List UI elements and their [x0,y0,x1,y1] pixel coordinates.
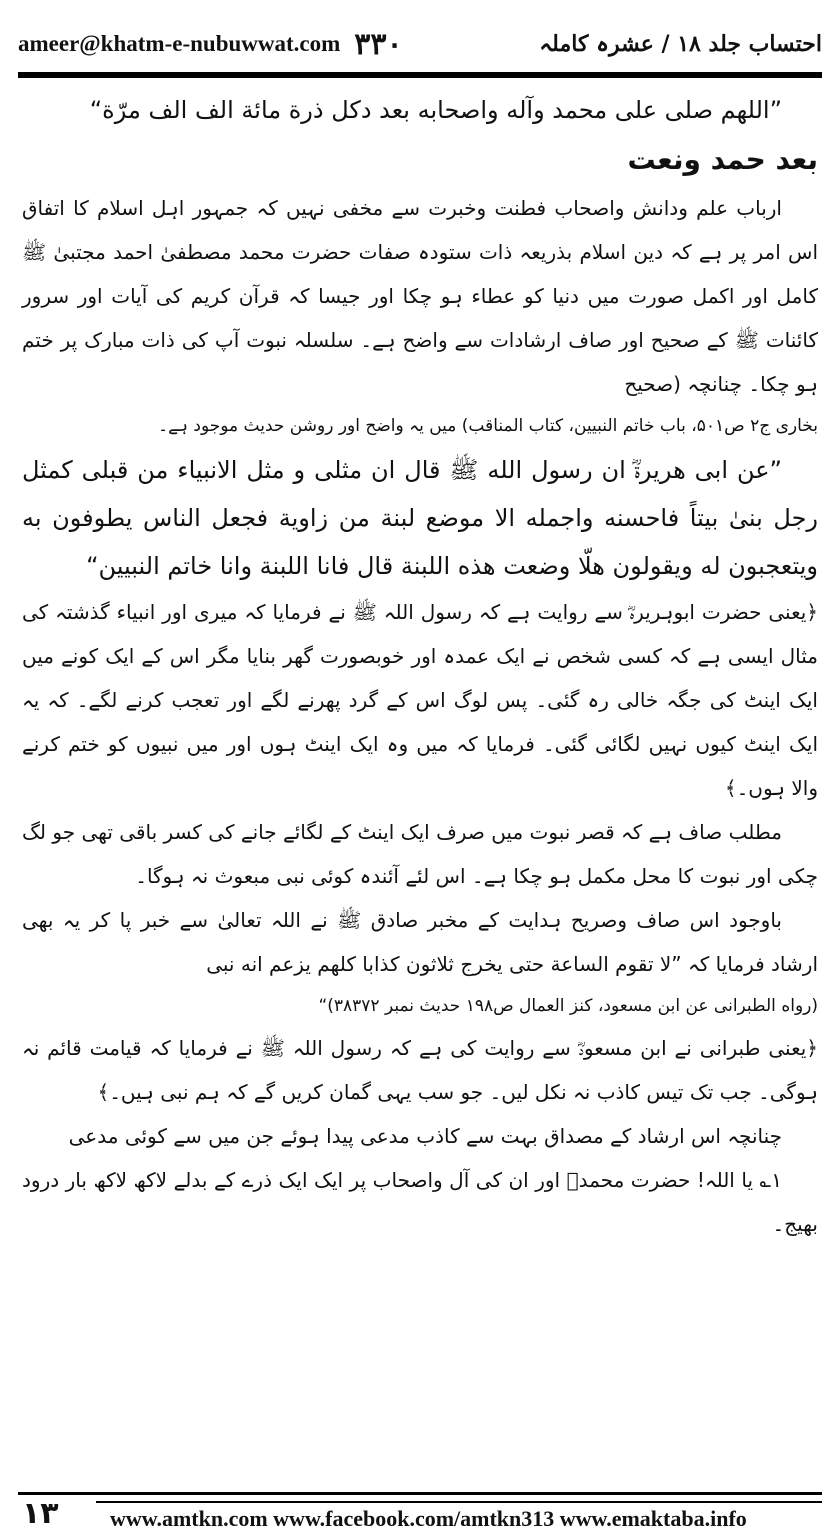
intro-paragraph: ارباب علم ودانش واصحاب فطنت وخبرت سے مخفی نہیں کہ جمہور اہل اسلام کا اتفاق اس امر پر ہے کہ دین اسلام بذریعہ ذات ستودہ صفات حضرت محمد مصطفیٰ احمد مجتبیٰ ﷺ کامل اور اکمل صورت میں دنیا کو عطاء ہو چکا اور جیسا کہ قرآن کریم کی آیات اور سرور کائنات ﷺ کے صحیح اور صاف ارشادات سے واضح ہے۔ سلسلہ نبوت آپ کی ذات مبارک پر ختم ہو چکا۔ چنانچہ (صحیح [22,196,818,396]
footnote: ۱؎ یا اللہ! حضرت محمدؐ اور ان کی آل واصحاب پر ایک ایک ذرے کے بدلے لاکھ لاکھ بار درود بھیج۔ [22,1168,818,1236]
page-number: ۳۳۰ [354,26,403,62]
page-content [22,86,818,1246]
footer-rule-bottom [96,1501,822,1503]
salutation-arabic: ”اللهم صلى على محمد وآله واصحابه بعد دكل ذرة مائة الف الف مرّة“ [89,96,782,124]
second-hadith-intro: باوجود اس صاف وصریح ہدایت کے مخبر صادق ﷺ نے اللہ تعالیٰ سے خبر پا کر یہ بھی ارشاد فرمایا کہ ”لا تقوم الساعة حتى يخرج ثلاثون كذابا كلهم يزعم انه نبی [22,908,818,976]
second-hadith-reference: (رواه الطبرانی عن ابن مسعود، كنز العمال ص۱۹۸ حديث نمبر ۳۸۳۷۲)“ [318,996,818,1016]
explanation-paragraph: مطلب صاف ہے کہ قصر نبوت میں صرف ایک اینٹ کے لگائے جانے کی کسر باقی تھی جو لگ چکی اور نبوت کا محل مکمل ہو چکا ہے۔ اس لئے آئندہ کوئی نبی مبعوث نہ ہوگا۔ [22,820,818,888]
page-header [18,18,822,70]
hadith-arabic: ”عن ابی هريرةؓ ان رسول الله ﷺ قال ان مثلی و مثل الانبياء من قبلی كمثل رجل بنیٰ بيتاً فاحسنه واجمله الا موضع لبنة من زاوية فجعل الناس يطوفون به ويتعجبون له ويقولون هلّا وضعت هذه اللبنة قال فانا اللبنة وانا خاتم النبيين“ [22,456,818,580]
header-email: ameer@khatm-e-nubuwwat.com [18,31,341,56]
second-hadith-translation: ﴿یعنی طبرانی نے ابن مسعودؓ سے روایت کی ہے کہ رسول اللہ ﷺ نے فرمایا کہ قیامت قائم نہ ہوگی۔ جب تک تیس کاذب نہ نکل لیں۔ جو سب یہی گمان کریں گے کہ ہم نبی ہیں۔﴾ [22,1036,818,1104]
hadith-translation: ﴿یعنی حضرت ابوہریرہؓ سے روایت ہے کہ رسول اللہ ﷺ نے فرمایا کہ میری اور انبیاء گذشتہ کی مثال ایسی ہے کہ کسی شخص نے ایک عمدہ اور خوبصورت گھر بنایا مگر اس کے ایک کونے میں ایک اینٹ کی جگہ خالی رہ گئی۔ پس لوگ اس کے گرد پھرنے لگے اور تعجب کرنے لگے۔ کہ یہ ایک اینٹ کیوں نہیں لگائی گئی۔ فرمایا کہ میں وہ ایک اینٹ ہوں اور میں نبیوں کو ختم کرنے والا ہوں۔﴾ [22,600,818,800]
footer-links: www.amtkn.com www.facebook.com/amtkn313 www.emaktaba.info [110,1506,747,1531]
section-heading: بعد حمد ونعت [627,143,818,176]
closing-paragraph: چنانچہ اس ارشاد کے مصداق بہت سے کاذب مدعی پیدا ہوئے جن میں سے کوئی مدعی [68,1124,782,1148]
footer-page-mark: ۱۳ [22,1496,59,1531]
page-footer [18,1492,822,1536]
book-title: احتساب جلد ۱۸ / عشرہ کاملہ [539,31,822,57]
header-rule [18,72,822,78]
header-left [18,27,403,62]
footer-rule-top [18,1492,822,1495]
reference-line: بخاری ج۲ ص۵۰۱، باب خاتم النبیین، کتاب المناقب) میں یہ واضح اور روشن حدیث موجود ہے۔ [158,416,818,436]
